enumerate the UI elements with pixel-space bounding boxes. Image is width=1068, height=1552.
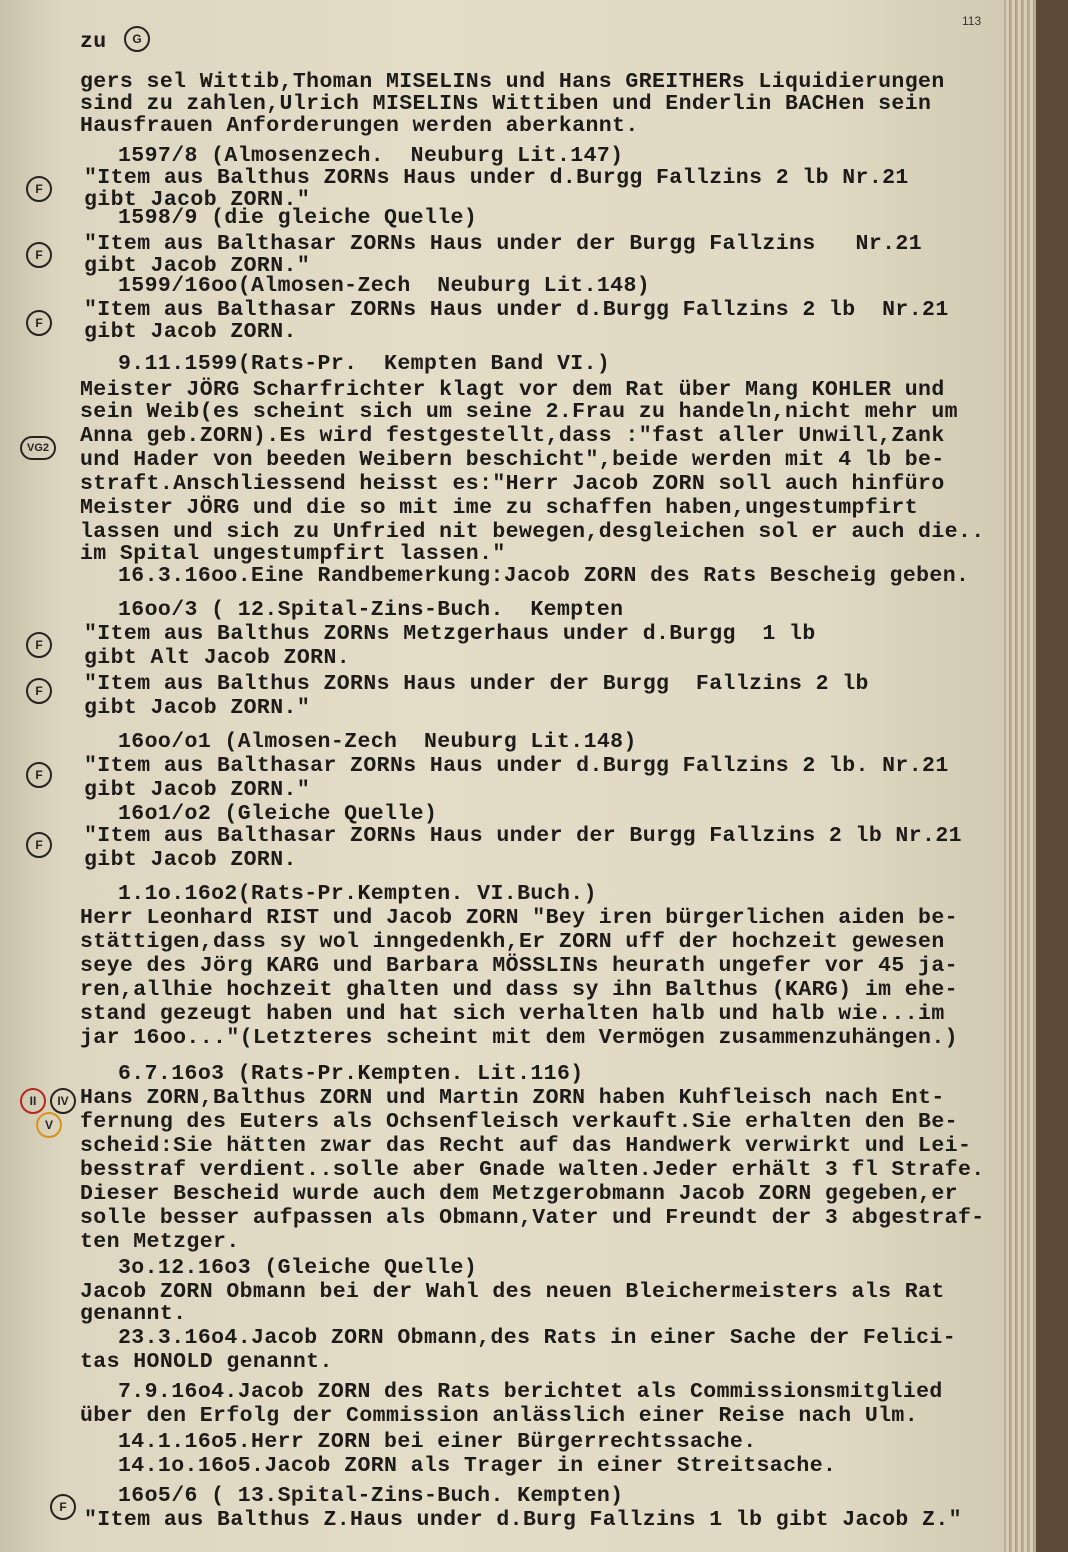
text-line: gibt Jacob ZORN." <box>84 188 311 212</box>
text-line: tas HONOLD genannt. <box>80 1350 333 1374</box>
text-line: solle besser aufpassen als Obmann,Vater und Freundt der 3 abgestraf- <box>80 1206 985 1230</box>
text-line: stand gezeugt haben und hat sich verhalten halb und halb wie...im <box>80 1002 945 1026</box>
text-line: ten Metzger. <box>80 1230 240 1254</box>
text-line: lassen und sich zu Unfried nit bewegen,desgleichen sol er auch die.. <box>80 520 985 544</box>
margin-f-icon: F <box>26 762 52 788</box>
margin-f-icon: F <box>26 632 52 658</box>
entry-heading: 16o5/6 ( 13.Spital-Zins-Buch. Kempten) <box>118 1484 624 1508</box>
entry-heading: 9.11.1599(Rats-Pr. Kempten Band VI.) <box>118 352 611 376</box>
section-badge-icon: G <box>124 26 150 52</box>
text-line: Anna geb.ZORN).Es wird festgestellt,dass :"fast aller Unwill,Zank <box>80 424 945 448</box>
text-line: seye des Jörg KARG und Barbara MÖSSLINs heurath ungefer vor 45 ja- <box>80 954 958 978</box>
text-line: jar 16oo..."(Letzteres scheint mit dem Vermögen zusammenzuhängen.) <box>80 1026 958 1050</box>
text-line: "Item aus Balthus ZORNs Haus under d.Burgg Fallzins 2 lb Nr.21 <box>84 166 909 190</box>
margin-f-icon: F <box>50 1494 76 1520</box>
text-line: fernung des Euters als Ochsenfleisch verkauft.Sie erhalten den Be- <box>80 1110 958 1134</box>
text-line: sein Weib(es scheint sich um seine 2.Frau zu handeln,nicht mehr um <box>80 400 958 424</box>
margin-ii-icon: II <box>20 1088 46 1114</box>
entry-heading: 1597/8 (Almosenzech. Neuburg Lit.147) <box>118 144 624 168</box>
text-line: gibt Jacob ZORN." <box>84 254 311 278</box>
entry-heading: 23.3.16o4.Jacob ZORN Obmann,des Rats in einer Sache der Felici- <box>118 1326 957 1350</box>
entry-heading: 7.9.16o4.Jacob ZORN des Rats berichtet als Commissionsmitglied <box>118 1380 943 1404</box>
margin-f-icon: F <box>26 242 52 268</box>
text-line: über den Erfolg der Commission anlässlich einer Reise nach Ulm. <box>80 1404 919 1428</box>
text-line: straft.Anschliessend heisst es:"Herr Jacob ZORN soll auch hinfüro <box>80 472 945 496</box>
entry-heading: 16o1/o2 (Gleiche Quelle) <box>118 802 438 826</box>
entry-heading: 3o.12.16o3 (Gleiche Quelle) <box>118 1256 478 1280</box>
text-line: ren,allhie hochzeit ghalten und dass sy ihn Balthus (KARG) im ehe- <box>80 978 958 1002</box>
entry-heading: 1.1o.16o2(Rats-Pr.Kempten. VI.Buch.) <box>118 882 597 906</box>
margin-f-icon: F <box>26 678 52 704</box>
text-line: "Item aus Balthus ZORNs Metzgerhaus under d.Burgg 1 lb <box>84 622 816 646</box>
text-line: Dieser Bescheid wurde auch dem Metzgerobmann Jacob ZORN gegeben,er <box>80 1182 958 1206</box>
text-line: "Item aus Balthus ZORNs Haus under der Burgg Fallzins 2 lb <box>84 672 869 696</box>
text-line: gibt Jacob ZORN. <box>84 320 297 344</box>
entry-heading: 6.7.16o3 (Rats-Pr.Kempten. Lit.116) <box>118 1062 584 1086</box>
margin-v-icon: V <box>36 1112 62 1138</box>
text-line: stättigen,dass sy wol inngedenkh,Er ZORN uff der hochzeit gewesen <box>80 930 945 954</box>
text-line: scheid:Sie hätten zwar das Recht auf das Handwerk verwirkt und Lei- <box>80 1134 972 1158</box>
text-line: genannt. <box>80 1302 187 1326</box>
text-line: gibt Alt Jacob ZORN. <box>84 646 351 670</box>
text-line: "Item aus Balthasar ZORNs Haus under der Burgg Fallzins Nr.21 <box>84 232 923 256</box>
text-line: "Item aus Balthasar ZORNs Haus under d.Burgg Fallzins 2 lb. Nr.21 <box>84 754 949 778</box>
entry-heading: 1598/9 (die gleiche Quelle) <box>118 206 478 230</box>
text-line: sind zu zahlen,Ulrich MISELINs Wittiben und Enderlin BACHen sein <box>80 92 932 116</box>
text-line: gers sel Wittib,Thoman MISELINs und Hans GREITHERs Liquidierungen <box>80 70 945 94</box>
text-line: "Item aus Balthus Z.Haus under d.Burg Fallzins 1 lb gibt Jacob Z." <box>84 1508 962 1532</box>
text-line: im Spital ungestumpfirt lassen." <box>80 542 506 566</box>
margin-vg2-icon: VG2 <box>20 436 56 460</box>
text-line: gibt Jacob ZORN." <box>84 778 311 802</box>
text-line: Herr Leonhard RIST und Jacob ZORN "Bey iren bürgerlichen aiden be- <box>80 906 958 930</box>
text-line: und Hader von beeden Weibern beschicht",beide werden mit 4 lb be- <box>80 448 945 472</box>
entry-heading: 16oo/3 ( 12.Spital-Zins-Buch. Kempten <box>118 598 624 622</box>
page-number: 113 <box>962 14 982 28</box>
page-edge <box>1004 0 1036 1552</box>
text-line: "Item aus Balthasar ZORNs Haus under der Burgg Fallzins 2 lb Nr.21 <box>84 824 962 848</box>
margin-f-icon: F <box>26 832 52 858</box>
margin-f-icon: F <box>26 176 52 202</box>
text-line: besstraf verdient..solle aber Gnade walten.Jeder erhält 3 fl Strafe. <box>80 1158 985 1182</box>
entry-heading: 1599/16oo(Almosen-Zech Neuburg Lit.148) <box>118 274 651 298</box>
text-line: "Item aus Balthasar ZORNs Haus under d.Burgg Fallzins 2 lb Nr.21 <box>84 298 949 322</box>
text-line: Hans ZORN,Balthus ZORN und Martin ZORN haben Kuhfleisch nach Ent- <box>80 1086 945 1110</box>
text-line: gibt Jacob ZORN." <box>84 696 311 720</box>
margin-iv-icon: IV <box>50 1088 76 1114</box>
entry-heading: 16.3.16oo.Eine Randbemerkung:Jacob ZORN des Rats Bescheig geben. <box>118 564 970 588</box>
text-line: Jacob ZORN Obmann bei der Wahl des neuen Bleichermeisters als Rat <box>80 1280 945 1304</box>
entry-heading: 14.1o.16o5.Jacob ZORN als Trager in einer Streitsache. <box>118 1454 837 1478</box>
text-line: Meister JÖRG und die so mit ime zu schaffen haben,ungestumpfirt <box>80 496 919 520</box>
header-ref: zu <box>80 30 107 54</box>
text-line: Meister JÖRG Scharfrichter klagt vor dem Rat über Mang KOHLER und <box>80 378 945 402</box>
margin-f-icon: F <box>26 310 52 336</box>
entry-heading: 14.1.16o5.Herr ZORN bei einer Bürgerrechtssache. <box>118 1430 757 1454</box>
text-line: Hausfrauen Anforderungen werden aberkannt. <box>80 114 639 138</box>
text-line: gibt Jacob ZORN. <box>84 848 297 872</box>
entry-heading: 16oo/o1 (Almosen-Zech Neuburg Lit.148) <box>118 730 637 754</box>
